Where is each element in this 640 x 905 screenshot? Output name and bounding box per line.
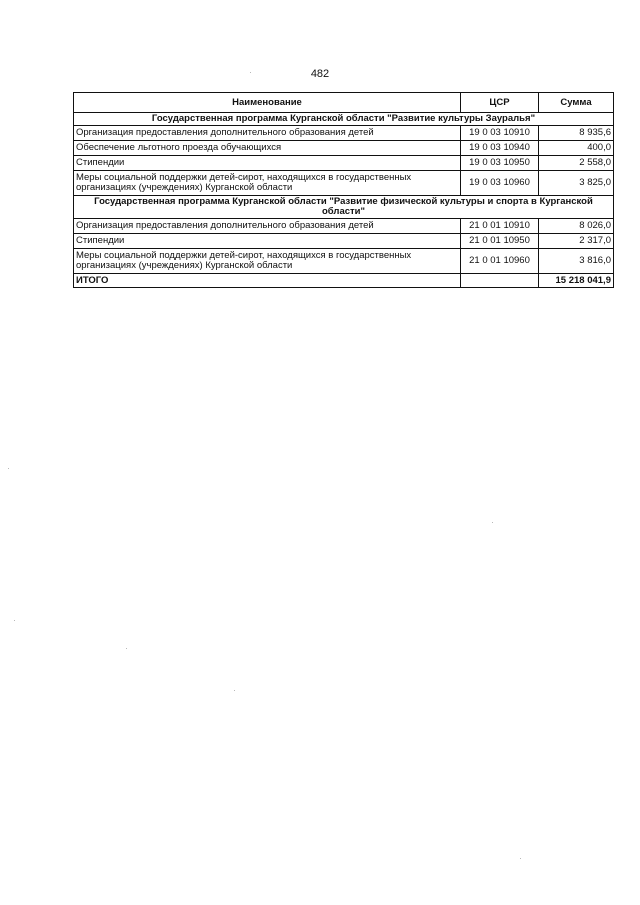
row-csr: 19 0 03 10910: [461, 126, 539, 141]
row-sum: 8 026,0: [539, 219, 614, 234]
scan-speck: [492, 522, 493, 523]
row-sum: 3 825,0: [539, 171, 614, 196]
row-csr: 19 0 03 10950: [461, 156, 539, 171]
table-row: [74, 156, 614, 171]
total-label: ИТОГО: [74, 274, 461, 288]
row-name: Организация предоставления дополнительного образования детей: [74, 126, 461, 141]
table-row: [74, 171, 614, 196]
page-number: 482: [310, 68, 330, 80]
scan-speck: [8, 468, 9, 469]
section-title: Государственная программа Курганской области "Развитие культуры Зауралья": [74, 113, 614, 126]
header-name: Наименование: [74, 93, 461, 113]
table-row: [74, 126, 614, 141]
section-title-row: [74, 113, 614, 126]
row-name: Организация предоставления дополнительного образования детей: [74, 219, 461, 234]
total-row: [74, 274, 614, 288]
row-csr: 21 0 01 10960: [461, 249, 539, 274]
total-csr: [461, 274, 539, 288]
header-row: [74, 93, 614, 113]
row-name: Меры социальной поддержки детей-сирот, находящихся в государственных организациях (учреждениях) Курганской области: [74, 249, 461, 274]
row-name: Меры социальной поддержки детей-сирот, находящихся в государственных организациях (учреждениях) Курганской области: [74, 171, 461, 196]
scan-speck: [234, 690, 235, 691]
row-sum: 2 317,0: [539, 234, 614, 249]
row-name: Стипендии: [74, 156, 461, 171]
row-csr: 21 0 01 10950: [461, 234, 539, 249]
row-name: Обеспечение льготного проезда обучающихся: [74, 141, 461, 156]
row-csr: 19 0 03 10960: [461, 171, 539, 196]
scan-speck: [250, 72, 251, 73]
header-csr: ЦСР: [461, 93, 539, 113]
header-sum: Сумма: [539, 93, 614, 113]
scan-speck: [14, 620, 15, 621]
row-csr: 19 0 03 10940: [461, 141, 539, 156]
table-row: [74, 234, 614, 249]
scan-speck: [126, 648, 127, 649]
budget-table: [73, 92, 614, 288]
scan-speck: [520, 858, 521, 859]
total-sum: 15 218 041,9: [539, 274, 614, 288]
row-name: Стипендии: [74, 234, 461, 249]
row-sum: 400,0: [539, 141, 614, 156]
row-csr: 21 0 01 10910: [461, 219, 539, 234]
table-row: [74, 141, 614, 156]
row-sum: 8 935,6: [539, 126, 614, 141]
row-sum: 2 558,0: [539, 156, 614, 171]
section-title-row: [74, 196, 614, 219]
table-row: [74, 219, 614, 234]
section-title: Государственная программа Курганской области "Развитие физической культуры и спорта в Курганской области": [74, 196, 614, 219]
table-row: [74, 249, 614, 274]
row-sum: 3 816,0: [539, 249, 614, 274]
